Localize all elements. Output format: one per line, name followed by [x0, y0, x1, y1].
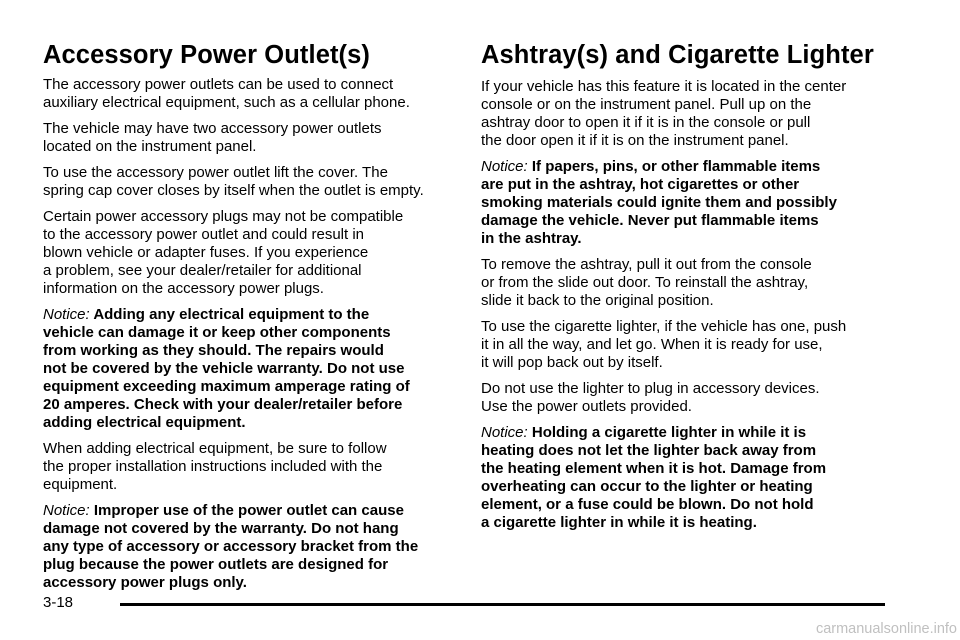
paragraph-outlet-usage: To use the accessory power outlet lift the cover. The spring cap cover closes by itself when the outlet is empty. — [43, 164, 424, 199]
paragraph-ashtray-location: If your vehicle has this feature it is located in the center console or on the instrument panel. Pull up on the ashtray door to open it if it is in the console or pull the door open it if it is on the instrument panel. — [481, 78, 847, 149]
right-column — [481, 40, 901, 540]
notice-electrical-equipment: Notice: Adding any electrical equipment to the vehicle can damage it or keep other components from working as they should. The repairs would not be covered by the vehicle warranty. Do not use equipment exceeding maximum amperage rating of 20 amperes. Check with your dealer/retailer before adding electrical equipment. — [43, 306, 410, 431]
paragraph-outlet-location: The vehicle may have two accessory power outlets located on the instrument panel. — [43, 120, 382, 155]
heading-ashtray-cigarette-lighter: Ashtray(s) and Cigarette Lighter — [481, 41, 874, 69]
heading-accessory-power-outlets: Accessory Power Outlet(s) — [43, 41, 371, 69]
paragraph-use-lighter: To use the cigarette lighter, if the vehicle has one, push it in all the way, and let go. When it is ready for use, it will pop back out by itself. — [481, 318, 847, 371]
notice-label: Notice: — [43, 502, 90, 519]
watermark: carmanualsonline.info — [815, 621, 957, 637]
paragraph-installation-instructions: When adding electrical equipment, be sure to follow the proper installation instructions included with the equipment. — [43, 440, 387, 493]
notice-flammable-items: Notice: If papers, pins, or other flammable items are put in the ashtray, hot cigarettes or other smoking materials could ignite them and possibly damage the vehicle. Never put flammable items in the ashtray. — [481, 158, 837, 247]
paragraph-remove-ashtray: To remove the ashtray, pull it out from the console or from the slide out door. To reinstall the ashtray, slide it back to the original position. — [481, 256, 812, 309]
page-number: 3-18 — [43, 594, 74, 611]
left-column — [43, 40, 453, 600]
paragraph-plug-compatibility: Certain power accessory plugs may not be compatible to the accessory power outlet and could result in blown vehicle or adapter fuses. If you experience a problem, see your dealer/retailer for additional information on the accessory power plugs. — [43, 208, 404, 297]
notice-label: Notice: — [481, 424, 528, 441]
notice-holding-lighter: Notice: Holding a cigarette lighter in while it is heating does not let the lighter back away from the heating element when it is hot. Damage from overheating can occur to the lighter or heating element, or a fuse could be blown. Do not hold a cigarette lighter in while it is heating. — [481, 424, 827, 531]
footer-divider — [120, 603, 885, 606]
paragraph-outlet-intro: The accessory power outlets can be used to connect auxiliary electrical equipment, such as a cellular phone. — [43, 76, 410, 111]
notice-label: Notice: — [43, 306, 90, 323]
notice-label: Notice: — [481, 158, 528, 175]
paragraph-lighter-devices: Do not use the lighter to plug in accessory devices. Use the power outlets provided. — [481, 380, 820, 415]
notice-improper-use: Notice: Improper use of the power outlet can cause damage not covered by the warranty. Do not hang any type of accessory or accessory bracket from the plug because the power outlets are designed for accessory power plugs only. — [43, 502, 419, 591]
